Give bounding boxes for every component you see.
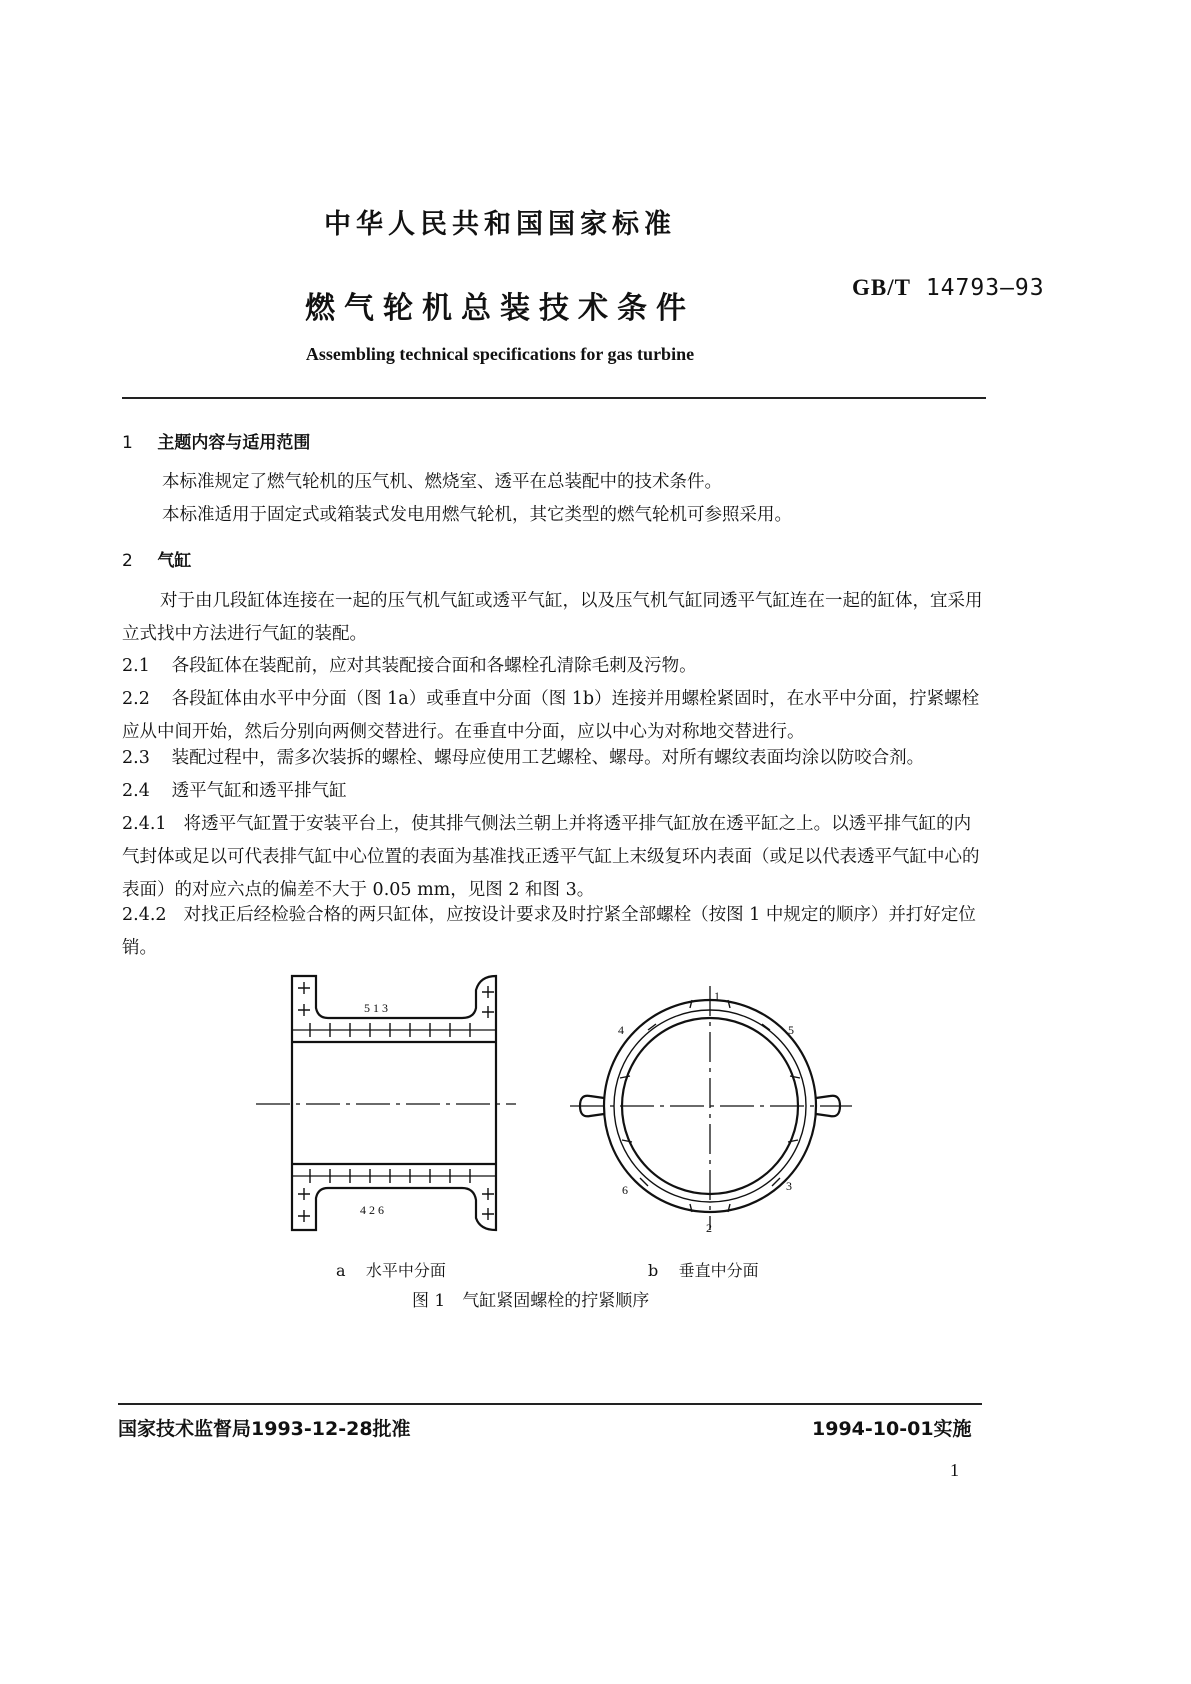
figure-1b-caption	[648, 1258, 759, 1281]
diagram-a-top-numbers: 5 1 3	[364, 1001, 388, 1015]
document-title-en: Assembling technical specifications for gas turbine	[305, 344, 695, 364]
clause-text: 对找正后经检验合格的两只缸体，应按设计要求及时拧紧全部螺栓（按图 1 中规定的顺序）并打好定位销。	[122, 905, 976, 958]
clause-text: 透平气缸和透平排气缸	[171, 781, 347, 801]
section-number: 1	[122, 433, 133, 453]
clause-number: 2.2	[122, 689, 150, 709]
subfigure-caption: 垂直中分面	[678, 1261, 759, 1280]
subfigure-caption: 水平中分面	[365, 1261, 446, 1280]
clause-2-2	[122, 683, 986, 749]
footer-rule	[118, 1403, 982, 1405]
section-2-heading	[122, 546, 191, 571]
document-title-cn: 燃气轮机总装技术条件	[305, 291, 695, 326]
clause-number: 2.1	[122, 656, 150, 676]
diagram-b-label-4: 4	[618, 1023, 624, 1037]
clause-2-3	[122, 742, 986, 775]
clause-text: 装配过程中，需多次装拆的螺栓、螺母应使用工艺螺栓、螺母。对所有螺纹表面均涂以防咬合剂。	[171, 748, 925, 768]
clause-number: 2.4	[122, 781, 150, 801]
section-number: 2	[122, 551, 133, 571]
clause-2-4-1	[122, 808, 986, 907]
standard-prefix: GB/T	[852, 275, 911, 300]
clause-2-4	[122, 775, 986, 808]
figure-1-caption: 图 1 气缸紧固螺栓的拧紧顺序	[412, 1291, 650, 1311]
section-1-paragraph-2: 本标准适用于固定式或箱装式发电用燃气轮机，其它类型的燃气轮机可参照采用。	[162, 505, 792, 525]
subfigure-label: b	[648, 1261, 659, 1280]
diagram-b-label-6: 6	[622, 1183, 628, 1197]
clause-text: 各段缸体由水平中分面（图 1a）或垂直中分面（图 1b）连接并用螺栓紧固时，在水平中分面，拧紧螺栓应从中间开始，然后分别向两侧交替进行。在垂直中分面，应以中心为对称地交替进行。	[122, 689, 980, 742]
diagram-a-bottom-numbers: 4 2 6	[360, 1203, 384, 1217]
national-standard-heading: 中华人民共和国国家标准	[324, 209, 676, 240]
diagram-b-label-1: 1	[714, 989, 720, 1003]
clause-2-1	[122, 650, 986, 683]
header-rule	[122, 397, 986, 399]
section-2-intro: 对于由几段缸体连接在一起的压气机气缸或透平气缸，以及压气机气缸同透平气缸连在一起的缸体，宜采用立式找中方法进行气缸的装配。	[122, 591, 983, 644]
clause-text: 各段缸体在装配前，应对其装配接合面和各螺栓孔清除毛刺及污物。	[171, 656, 697, 676]
subfigure-label: a	[336, 1261, 346, 1280]
figure-1a-caption	[336, 1258, 446, 1281]
figure-1-diagram	[240, 968, 880, 1258]
diagram-b-label-2: 2	[706, 1221, 712, 1235]
section-1-heading	[122, 428, 310, 453]
clause-number: 2.3	[122, 748, 150, 768]
diagram-a-cylinder	[292, 976, 496, 1230]
clause-number: 2.4.2	[122, 905, 167, 925]
section-1-paragraph-1: 本标准规定了燃气轮机的压气机、燃烧室、透平在总装配中的技术条件。	[162, 472, 722, 492]
section-title: 气缸	[157, 551, 192, 571]
approval-date: 国家技术监督局1993-12-28批准	[118, 1418, 411, 1440]
implementation-date: 1994-10-01实施	[812, 1418, 972, 1440]
diagram-b-label-5: 5	[788, 1023, 794, 1037]
clause-text: 将透平气缸置于安装平台上，使其排气侧法兰朝上并将透平排气缸放在透平缸之上。以透平排气缸的内气封体或足以可代表排气缸中心位置的表面为基准找正透平气缸上末级复环内表面（或足以代表透平气缸中心的表面）的对应六点的偏差不大于 0.05 mm，见图 2 和图 3。	[122, 814, 980, 900]
page-number: 1	[950, 1460, 959, 1480]
standard-code: 14793—93	[925, 275, 1045, 301]
standard-number	[852, 275, 1045, 301]
clause-2-4-2	[122, 899, 986, 965]
section-title: 主题内容与适用范围	[157, 433, 311, 453]
diagram-b-label-3: 3	[786, 1179, 792, 1193]
clause-number: 2.4.1	[122, 814, 167, 834]
